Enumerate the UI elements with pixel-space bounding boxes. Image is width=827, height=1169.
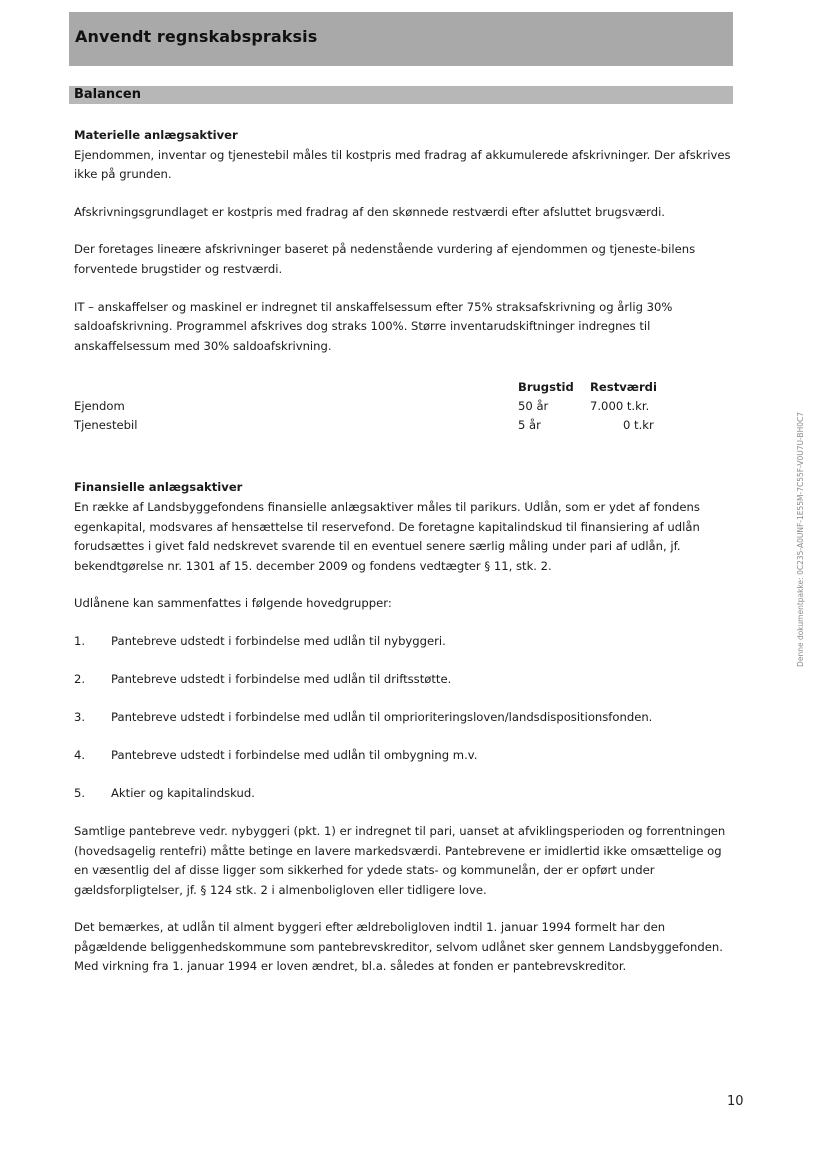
list-item-text: Pantebreve udstedt i forbindelse med udlån til driftsstøtte. — [111, 671, 452, 686]
list-item-number: 5. — [74, 785, 86, 800]
document-stamp — [792, 412, 812, 742]
section-title: Balancen — [74, 87, 141, 102]
row-restvaerdi-tjenestebil: 0 t.kr — [623, 418, 654, 433]
list-item-number: 1. — [74, 633, 86, 648]
list-item-text: Pantebreve udstedt i forbindelse med udlån til nybyggeri. — [111, 633, 446, 648]
list-item-text: Pantebreve udstedt i forbindelse med udlån til ombygning m.v. — [111, 747, 478, 762]
list-item — [74, 670, 734, 690]
section-title-bar — [69, 86, 733, 104]
finansielle-paragraph-1: En række af Landsbyggefondens finansielle anlægsaktiver måles til parikurs. Udlån, som er ydet af fondens egenkapital, modsvares af hensættelse til reservefond. De foretagne kapitalindskud til finansiering af udlån forudsættes i givet fald nedskrevet svarende til en eventuel senere særlig måling under pari af udlån, jf. bekendtgørelse nr. 1301 af 15. december 2009 og fondens vedtægter § 11, stk. 2. — [74, 499, 700, 573]
materielle-paragraph-4: IT – anskaffelser og maskinel er indregnet til anskaffelsessum efter 75% straksafskrivning og årlig 30% saldoafskrivning. Programmel afskrives dog straks 100%. Større inventarudskiftninger indregnes til anskaffelsessum med 30% saldoafskrivning. — [74, 299, 673, 353]
materielle-paragraph-1: Ejendommen, inventar og tjenestebil måles til kostpris med fradrag af akkumulerede afskrivninger. Der afskrives ikke på grunden. — [74, 147, 731, 182]
list-item-number: 3. — [74, 709, 86, 724]
finansielle-block — [74, 478, 734, 576]
list-item-number: 2. — [74, 671, 86, 686]
finansielle-paragraph-3: Samtlige pantebreve vedr. nybyggeri (pkt. 1) er indregnet til pari, uanset at afviklingsperioden og forrentningen (hovedsagelig rentefri) måtte betinge en lavere markedsværdi. Pantebrevene er imidlertid ikke omsættelige og en væsentlig del af disse ligger som sikkerhed for ydede stats- og kommunelån, der er opført under gældsforpligtelser, jf. § 124 stk. 2 i almenboligloven eller tidligere love. — [74, 823, 726, 897]
row-label-tjenestebil: Tjenestebil — [74, 418, 138, 433]
list-item — [74, 784, 734, 804]
list-item — [74, 708, 734, 728]
page-title: Anvendt regnskabspraksis — [75, 27, 318, 46]
list-item-number: 4. — [74, 747, 86, 762]
list-item — [74, 632, 734, 652]
row-label-ejendom: Ejendom — [74, 399, 125, 414]
document-stamp-text: Denne dokumentpakke: 0C235-A0UNF-1E55M-7C55F-V0U7U-BH0C7 — [796, 412, 805, 667]
finansielle-paragraph-2: Udlånene kan sammenfattes i følgende hovedgrupper: — [74, 596, 392, 611]
row-restvaerdi-ejendom: 7.000 t.kr. — [590, 399, 650, 414]
asset-table — [74, 378, 734, 436]
list-item — [74, 746, 734, 766]
row-brugstid-ejendom: 50 år — [518, 399, 549, 414]
materielle-paragraph-3: Der foretages lineære afskrivninger baseret på nedenstående vurdering af ejendommen og tjeneste-bilens forventede brugstider og restværdi. — [74, 242, 696, 276]
materielle-paragraph-2: Afskrivningsgrundlaget er kostpris med fradrag af den skønnede restværdi efter afsluttet brugsværdi. — [74, 204, 665, 219]
list-item-text: Pantebreve udstedt i forbindelse med udlån til omprioriteringsloven/landsdispositionsfonden. — [111, 709, 653, 724]
list-item-text: Aktier og kapitalindskud. — [111, 785, 255, 800]
column-header-brugstid: Brugstid — [518, 380, 574, 395]
page-title-bar — [69, 12, 733, 66]
materielle-block — [74, 126, 734, 185]
row-brugstid-tjenestebil: 5 år — [518, 418, 541, 433]
materielle-heading: Materielle anlægsaktiver — [74, 128, 238, 142]
finansielle-paragraph-4: Det bemærkes, at udlån til alment byggeri efter ældreboligloven indtil 1. januar 1994 formelt har den pågældende beliggenhedskommune som pantebrevskreditor, selvom udlånet sker gennem Landsbyggefonden. Med virkning fra 1. januar 1994 er loven ændret, bl.a. således at fonden er pantebrevskreditor. — [74, 920, 723, 974]
page-number: 10 — [727, 1094, 744, 1109]
column-header-restvaerdi: Restværdi — [590, 380, 657, 395]
document-body — [74, 126, 734, 995]
finansielle-heading: Finansielle anlægsaktiver — [74, 480, 243, 495]
